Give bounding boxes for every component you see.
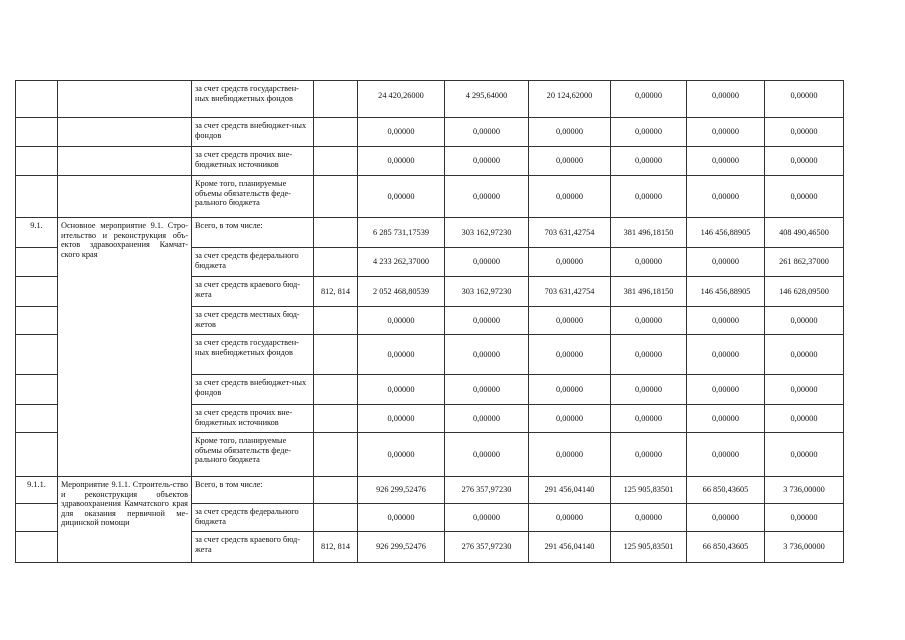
amount-cell: 0,00000	[687, 307, 765, 335]
total-amount-cell: 4 233 262,37000	[358, 248, 445, 277]
funding-source-cell: Кроме того, планируемые объемы обязательств феде-рального бюджета	[192, 433, 314, 477]
amount-cell: 303 162,97230	[445, 218, 529, 248]
budget-code-cell	[314, 375, 358, 405]
amount-cell: 303 162,97230	[445, 277, 529, 307]
amount-cell: 381 496,18150	[611, 218, 687, 248]
total-amount-cell: 6 285 731,17539	[358, 218, 445, 248]
funding-source-cell: за счет средств краевого бюд-жета	[192, 277, 314, 307]
funding-source-cell: Всего, в том числе:	[192, 477, 314, 504]
amount-cell: 0,00000	[445, 405, 529, 433]
item-name-cell	[58, 118, 192, 147]
table-row	[16, 147, 844, 176]
funding-source-cell: за счет средств прочих вне-бюджетных источников	[192, 147, 314, 176]
table-row	[16, 118, 844, 147]
amount-cell: 0,00000	[687, 81, 765, 118]
item-number-cell	[16, 307, 58, 335]
item-number-cell: 9.1.	[16, 218, 58, 248]
amount-cell: 703 631,42754	[529, 277, 611, 307]
budget-code-cell: 812, 814	[314, 532, 358, 563]
amount-cell: 0,00000	[687, 375, 765, 405]
amount-cell: 125 905,83501	[611, 532, 687, 563]
amount-cell: 0,00000	[445, 248, 529, 277]
budget-code-cell	[314, 176, 358, 218]
amount-cell: 0,00000	[445, 307, 529, 335]
total-amount-cell: 0,00000	[358, 118, 445, 147]
amount-cell: 0,00000	[445, 433, 529, 477]
total-amount-cell: 0,00000	[358, 504, 445, 532]
total-amount-cell: 0,00000	[358, 433, 445, 477]
amount-cell: 0,00000	[529, 504, 611, 532]
item-name-cell: Мероприятие 9.1.1. Строитель-ство и реконструкция объектов здравоохранения Камчатского края для оказания первичной ме-дицинской помощи	[58, 477, 192, 563]
amount-cell: 0,00000	[687, 405, 765, 433]
item-number-cell	[16, 248, 58, 277]
amount-cell: 0,00000	[611, 307, 687, 335]
budget-code-cell	[314, 307, 358, 335]
amount-cell: 0,00000	[611, 248, 687, 277]
item-number-cell	[16, 147, 58, 176]
amount-cell: 66 850,43605	[687, 532, 765, 563]
item-number-cell: 9.1.1.	[16, 477, 58, 504]
budget-code-cell	[314, 248, 358, 277]
funding-source-cell: за счет средств прочих вне-бюджетных источников	[192, 405, 314, 433]
item-name-cell	[58, 147, 192, 176]
amount-cell: 0,00000	[765, 176, 844, 218]
budget-code-cell	[314, 335, 358, 375]
item-name-cell: Основное мероприятие 9.1. Стро-ительство и реконструкция объ-ектов здравоохранения Камчат-ского края	[58, 218, 192, 477]
amount-cell: 0,00000	[687, 433, 765, 477]
total-amount-cell: 0,00000	[358, 335, 445, 375]
funding-source-cell: за счет средств местных бюд-жетов	[192, 307, 314, 335]
amount-cell: 276 357,97230	[445, 532, 529, 563]
total-amount-cell: 2 052 468,80539	[358, 277, 445, 307]
amount-cell: 146 456,88905	[687, 277, 765, 307]
amount-cell: 0,00000	[765, 307, 844, 335]
table-row	[16, 218, 844, 248]
amount-cell: 0,00000	[529, 405, 611, 433]
amount-cell: 0,00000	[687, 118, 765, 147]
table-row	[16, 176, 844, 218]
total-amount-cell: 0,00000	[358, 147, 445, 176]
budget-code-cell	[314, 147, 358, 176]
amount-cell: 0,00000	[765, 118, 844, 147]
amount-cell: 0,00000	[687, 176, 765, 218]
amount-cell: 408 490,46500	[765, 218, 844, 248]
amount-cell: 0,00000	[687, 335, 765, 375]
budget-code-cell	[314, 218, 358, 248]
amount-cell: 0,00000	[611, 335, 687, 375]
amount-cell: 0,00000	[529, 147, 611, 176]
amount-cell: 261 862,37000	[765, 248, 844, 277]
amount-cell: 0,00000	[765, 504, 844, 532]
total-amount-cell: 926 299,52476	[358, 477, 445, 504]
amount-cell: 0,00000	[765, 335, 844, 375]
amount-cell: 3 736,00000	[765, 477, 844, 504]
total-amount-cell: 0,00000	[358, 176, 445, 218]
item-name-cell	[58, 81, 192, 118]
budget-code-cell	[314, 118, 358, 147]
amount-cell: 0,00000	[529, 248, 611, 277]
amount-cell: 0,00000	[765, 375, 844, 405]
total-amount-cell: 24 420,26000	[358, 81, 445, 118]
amount-cell: 0,00000	[765, 81, 844, 118]
funding-source-cell: за счет средств государствен-ных внебюджетных фондов	[192, 81, 314, 118]
amount-cell: 0,00000	[529, 118, 611, 147]
amount-cell: 0,00000	[687, 147, 765, 176]
amount-cell: 146 456,88905	[687, 218, 765, 248]
item-number-cell	[16, 335, 58, 375]
amount-cell: 0,00000	[445, 504, 529, 532]
table-row	[16, 477, 844, 504]
amount-cell: 381 496,18150	[611, 277, 687, 307]
budget-code-cell	[314, 504, 358, 532]
amount-cell: 0,00000	[611, 118, 687, 147]
funding-source-cell: за счет средств внебюджет-ных фондов	[192, 118, 314, 147]
amount-cell: 0,00000	[445, 176, 529, 218]
amount-cell: 0,00000	[687, 504, 765, 532]
item-number-cell	[16, 277, 58, 307]
total-amount-cell: 926 299,52476	[358, 532, 445, 563]
total-amount-cell: 0,00000	[358, 375, 445, 405]
amount-cell: 703 631,42754	[529, 218, 611, 248]
funding-source-cell: за счет средств федерального бюджета	[192, 248, 314, 277]
amount-cell: 0,00000	[529, 307, 611, 335]
budget-code-cell	[314, 81, 358, 118]
table-row	[16, 81, 844, 118]
total-amount-cell: 0,00000	[358, 307, 445, 335]
amount-cell: 0,00000	[611, 147, 687, 176]
budget-code-cell	[314, 477, 358, 504]
amount-cell: 0,00000	[611, 176, 687, 218]
amount-cell: 291 456,04140	[529, 477, 611, 504]
amount-cell: 0,00000	[765, 147, 844, 176]
amount-cell: 0,00000	[529, 433, 611, 477]
amount-cell: 0,00000	[445, 147, 529, 176]
amount-cell: 276 357,97230	[445, 477, 529, 504]
amount-cell: 0,00000	[611, 405, 687, 433]
funding-source-cell: Всего, в том числе:	[192, 218, 314, 248]
budget-code-cell: 812, 814	[314, 277, 358, 307]
amount-cell: 3 736,00000	[765, 532, 844, 563]
total-amount-cell: 0,00000	[358, 405, 445, 433]
funding-source-cell: за счет средств федерального бюджета	[192, 504, 314, 532]
budget-code-cell	[314, 433, 358, 477]
amount-cell: 0,00000	[445, 118, 529, 147]
amount-cell: 291 456,04140	[529, 532, 611, 563]
item-number-cell	[16, 118, 58, 147]
amount-cell: 0,00000	[687, 248, 765, 277]
funding-source-cell: за счет средств краевого бюд-жета	[192, 532, 314, 563]
amount-cell: 20 124,62000	[529, 81, 611, 118]
amount-cell: 4 295,64000	[445, 81, 529, 118]
amount-cell: 0,00000	[611, 81, 687, 118]
amount-cell: 0,00000	[611, 375, 687, 405]
amount-cell: 0,00000	[529, 176, 611, 218]
item-number-cell	[16, 375, 58, 405]
budget-code-cell	[314, 405, 358, 433]
item-number-cell	[16, 405, 58, 433]
item-number-cell	[16, 504, 58, 532]
amount-cell: 0,00000	[445, 375, 529, 405]
amount-cell: 0,00000	[611, 504, 687, 532]
item-name-cell	[58, 176, 192, 218]
item-number-cell	[16, 176, 58, 218]
amount-cell: 66 850,43605	[687, 477, 765, 504]
amount-cell: 125 905,83501	[611, 477, 687, 504]
item-number-cell	[16, 433, 58, 477]
amount-cell: 0,00000	[765, 433, 844, 477]
funding-source-cell: за счет средств государствен-ных внебюджетных фондов	[192, 335, 314, 375]
budget-table	[15, 80, 844, 563]
funding-source-cell: за счет средств внебюджет-ных фондов	[192, 375, 314, 405]
amount-cell: 0,00000	[445, 335, 529, 375]
amount-cell: 0,00000	[529, 335, 611, 375]
item-number-cell	[16, 81, 58, 118]
funding-source-cell: Кроме того, планируемые объемы обязательств феде-рального бюджета	[192, 176, 314, 218]
amount-cell: 146 628,09500	[765, 277, 844, 307]
item-number-cell	[16, 532, 58, 563]
amount-cell: 0,00000	[611, 433, 687, 477]
amount-cell: 0,00000	[529, 375, 611, 405]
amount-cell: 0,00000	[765, 405, 844, 433]
